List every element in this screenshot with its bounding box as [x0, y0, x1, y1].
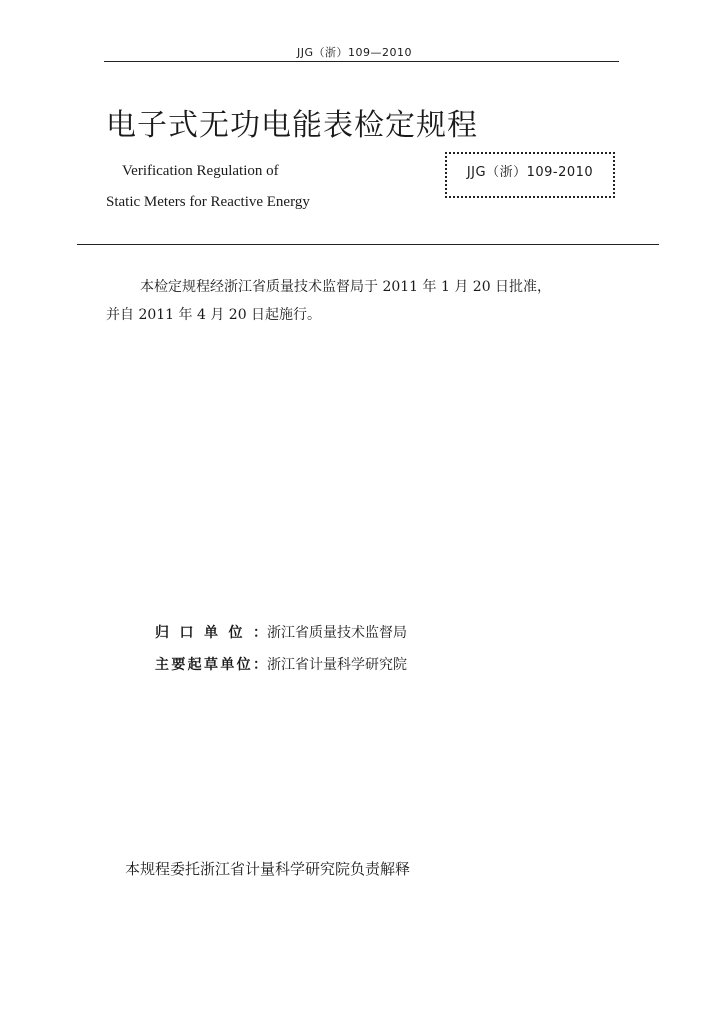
- drafting-unit-label: 主要起草单位：: [155, 657, 267, 673]
- standard-code-label: JJG（浙）109-2010: [466, 165, 594, 180]
- title-divider: [77, 244, 659, 245]
- drafting-unit-row: [155, 654, 407, 674]
- document-title-english-line1: Verification Regulation of: [122, 163, 279, 179]
- approval-text-line1: 本检定规程经浙江省质量技术监督局于 2011 年 1 月 20 日批准，: [140, 279, 552, 295]
- responsible-unit-row: [155, 622, 407, 642]
- responsible-unit-label: 归口单位：: [155, 625, 267, 641]
- header-standard-code: JJG（浙）109—2010: [296, 46, 412, 59]
- interpretation-note: 本规程委托浙江省计量科学研究院负责解释: [125, 860, 411, 878]
- document-title-english-line2: Static Meters for Reactive Energy: [106, 194, 310, 210]
- header-divider: [104, 61, 619, 62]
- standard-code-box: [445, 152, 615, 198]
- document-title-chinese: 电子式无功电能表检定规程: [106, 108, 478, 143]
- responsible-unit-value: 浙江省质量技术监督局: [267, 625, 407, 641]
- approval-text-line2: 并自 2011 年 4 月 20 日起施行。: [106, 307, 322, 323]
- drafting-unit-value: 浙江省计量科学研究院: [267, 657, 407, 673]
